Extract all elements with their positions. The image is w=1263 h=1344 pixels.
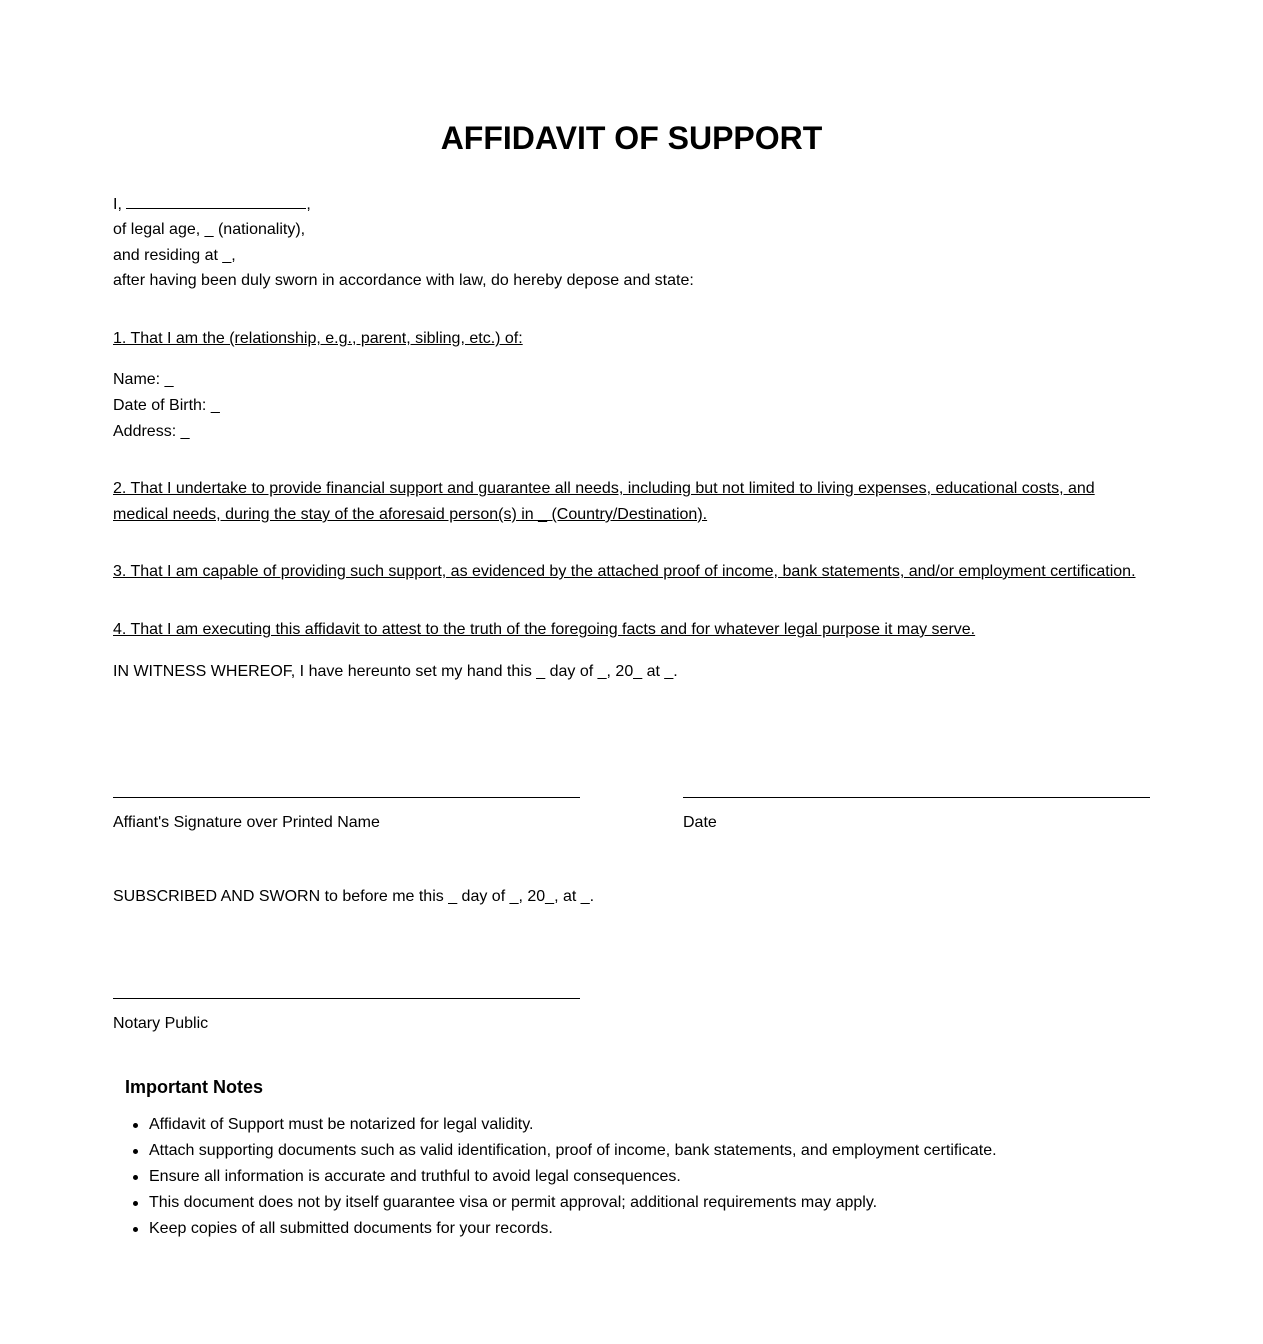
notes-item-text: Affidavit of Support must be notarized for legal validity. [149, 1116, 534, 1133]
bullet-icon [133, 1227, 138, 1232]
notes-item-text: Attach supporting documents such as valid identification, proof of income, bank statements, and employment certificate. [149, 1142, 997, 1159]
notes-item [149, 1138, 997, 1164]
affiant-name-suffix: , [306, 196, 311, 213]
notes-item-text: Ensure all information is accurate and truthful to avoid legal consequences. [149, 1168, 681, 1185]
notary-signature-line [113, 998, 580, 999]
beneficiary-name: Name: _ [113, 371, 174, 388]
notes-list [149, 1112, 997, 1242]
notes-item [149, 1112, 997, 1138]
affiant-signature-label: Affiant's Signature over Printed Name [113, 814, 380, 831]
date-signature-line [683, 797, 1150, 798]
clause-1: 1. That I am the (relationship, e.g., parent, sibling, etc.) of: [113, 330, 523, 347]
bullet-icon [133, 1149, 138, 1154]
sworn-statement-line: after having been duly sworn in accordance with law, do hereby depose and state: [113, 272, 694, 289]
bullet-icon [133, 1123, 138, 1128]
beneficiary-address: Address: _ [113, 423, 190, 440]
subscribed-statement: SUBSCRIBED AND SWORN to before me this _ day of _, 20_, at _. [113, 888, 595, 905]
nationality-line: of legal age, _ (nationality), [113, 221, 306, 238]
witness-statement: IN WITNESS WHEREOF, I have hereunto set my hand this _ day of _, 20_ at _. [113, 663, 678, 680]
clause-2-line-1: 2. That I undertake to provide financial support and guarantee all needs, including but not limited to living expenses, educational costs, and [113, 480, 1095, 497]
clause-2-line-2: medical needs, during the stay of the aforesaid person(s) in _ (Country/Destination). [113, 506, 708, 523]
residence-line: and residing at _, [113, 247, 236, 264]
affiant-signature-line [113, 797, 580, 798]
affiant-name-line [113, 194, 311, 215]
affiant-name-prefix: I, [113, 196, 122, 213]
notes-item-text: Keep copies of all submitted documents for your records. [149, 1220, 553, 1237]
notes-item [149, 1216, 997, 1242]
notary-label: Notary Public [113, 1015, 209, 1032]
notes-item [149, 1190, 997, 1216]
bullet-icon [133, 1175, 138, 1180]
notes-heading: Important Notes [125, 1077, 264, 1097]
clause-3: 3. That I am capable of providing such support, as evidenced by the attached proof of income, bank statements, and/or employment certification. [113, 563, 1136, 580]
notes-item [149, 1164, 997, 1190]
date-label: Date [683, 814, 717, 831]
beneficiary-dob: Date of Birth: _ [113, 397, 220, 414]
notes-item-text: This document does not by itself guarantee visa or permit approval; additional requirements may apply. [149, 1194, 878, 1211]
affiant-name-blank[interactable] [126, 194, 306, 209]
document-title: AFFIDAVIT OF SUPPORT [440, 120, 823, 156]
bullet-icon [133, 1201, 138, 1206]
clause-4: 4. That I am executing this affidavit to attest to the truth of the foregoing facts and for whatever legal purpose it may serve. [113, 621, 976, 638]
